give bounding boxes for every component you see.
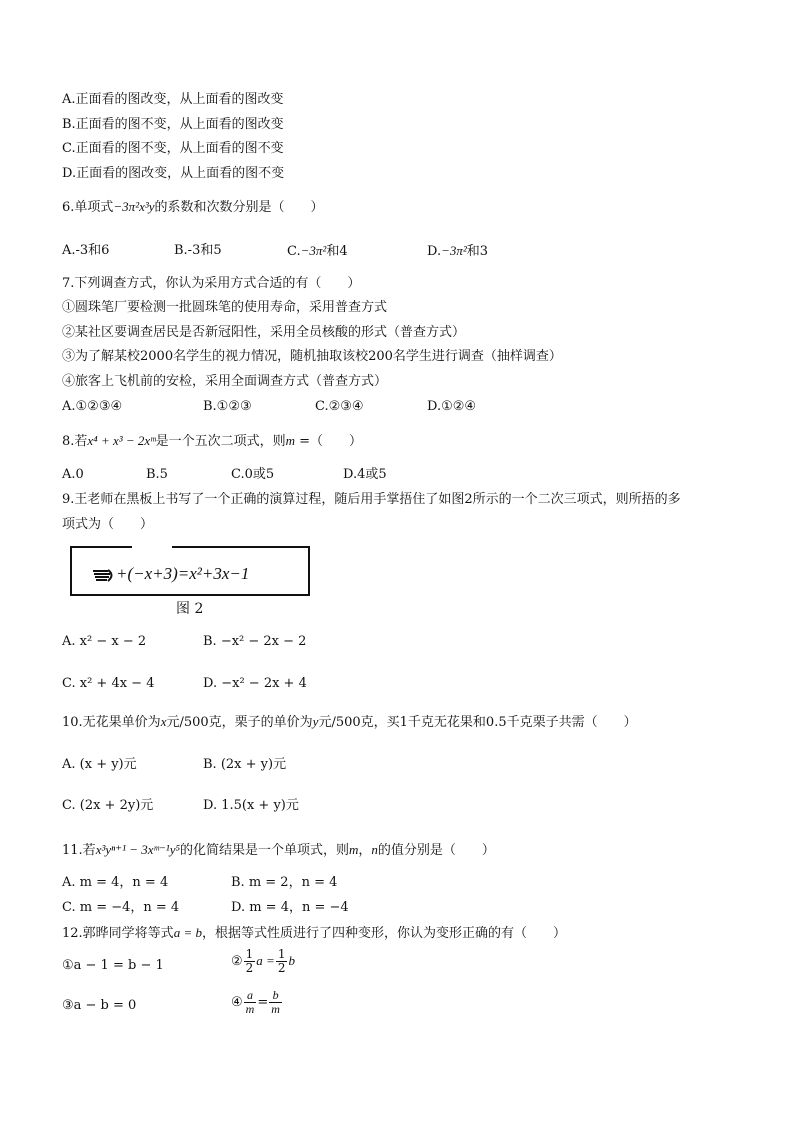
q8-option-b: B.5	[146, 467, 168, 482]
q12-expression: a = b	[173, 925, 202, 940]
q12-transform-2	[231, 948, 295, 975]
q6-stem-pre: 6.单项式	[62, 200, 114, 215]
q8-variable: m	[285, 433, 296, 448]
q12-transform-2-left: a =	[256, 953, 275, 968]
q6-option-d-text: 和3	[466, 244, 489, 259]
figure-2-caption: 图 2	[176, 601, 204, 617]
q9-option-b: B. −x² − 2x − 2	[203, 634, 307, 649]
q10-option-c: C. (2x + 2y)元	[62, 798, 154, 813]
q5-option-a: A.正面看的图改变，从上面看的图改变	[62, 92, 284, 107]
q9-stem-line2: 项式为（ ）	[62, 517, 154, 532]
q7-statement-4: ④旅客上飞机前的安检，采用全面调查方式（普查方式）	[62, 374, 388, 389]
q11-stem	[62, 842, 495, 859]
q9-option-a: A. x² − x − 2	[62, 634, 147, 649]
q9-option-c: C. x² + 4x − 4	[62, 676, 155, 691]
q6-option-d-label: D.	[427, 244, 442, 259]
q5-option-d: D.正面看的图改变，从上面看的图不变	[62, 166, 285, 181]
fraction-numerator: 1	[277, 947, 286, 961]
equals-sign: =	[257, 995, 269, 1010]
q7-option-b: B.①②③	[203, 399, 252, 414]
q7-option-a: A.①②③④	[62, 399, 123, 414]
q7-option-c: C.②③④	[315, 399, 364, 414]
q12-transform-1: ①a − 1 = b − 1	[62, 958, 164, 973]
q6-option-c-text: 和4	[326, 244, 348, 259]
q11-expression: x³yⁿ⁺¹ − 3xᵐ⁻¹y⁵	[95, 842, 180, 857]
q9-option-d: D. −x² − 2x + 4	[203, 676, 307, 691]
q6-stem	[62, 199, 324, 216]
q8-stem	[62, 433, 362, 450]
q11-var-m: m	[349, 842, 359, 857]
q10-stem-part-a: 10.无花果单价为	[62, 715, 161, 730]
fraction-denominator: 2	[277, 961, 286, 975]
q8-option-d: D.4或5	[343, 467, 387, 482]
figure-2-equation	[92, 564, 249, 584]
fraction-numerator: 1	[245, 947, 254, 961]
q12-transform-4-label: ④	[231, 995, 243, 1010]
q6-option-c-label: C.	[287, 244, 301, 259]
figure-2-frame-top-right	[172, 546, 308, 548]
q6-stem-post: 的系数和次数分别是（ ）	[154, 200, 324, 215]
q7-stem: 7.下列调查方式，你认为采用方式合适的有（ ）	[62, 276, 361, 291]
q8-expression: x⁴ + x³ − 2xᵐ	[87, 433, 156, 448]
fraction-a-over-m	[244, 989, 257, 1016]
fraction-denominator: m	[245, 1002, 255, 1016]
q6-option-d-expr: −3π²	[441, 243, 467, 258]
q11-stem-post: 的值分别是（ ）	[377, 843, 495, 858]
q8-stem-post: =（ ）	[295, 434, 363, 449]
fraction-denominator: m	[271, 1002, 280, 1016]
q12-transform-2-label: ②	[231, 954, 243, 969]
q6-option-c	[287, 243, 348, 260]
q11-comma: ，	[358, 843, 372, 858]
q7-statement-2: ②某社区要调查居民是否新冠阳性，采用全员核酸的形式（普查方式）	[62, 325, 466, 340]
q8-stem-pre: 8.若	[62, 434, 88, 449]
fraction-b-over-m	[269, 989, 282, 1016]
q8-stem-mid: 是一个五次二项式，则	[155, 434, 286, 449]
q11-option-b: B. m = 2，n = 4	[231, 875, 338, 890]
q10-option-d: D. 1.5(x + y)元	[203, 798, 299, 813]
q7-statement-3: ③为了解某校2000名学生的视力情况，随机抽取该校200名学生进行调查（抽样调查）	[62, 349, 562, 364]
q6-expression: −3π²x³y	[113, 199, 155, 214]
fraction-half-left	[244, 948, 256, 975]
q10-var-y: y	[312, 714, 319, 729]
figure-2-frame-top-left	[70, 546, 132, 548]
fraction-numerator: a	[244, 989, 257, 1003]
q12-transform-2-right: b	[288, 953, 295, 968]
q12-stem-pre: 12.郭晔同学将等式	[62, 926, 174, 941]
q7-statement-1: ①圆珠笔厂要检测一批圆珠笔的使用寿命，采用普查方式	[62, 300, 388, 315]
q10-option-a: A. (x + y)元	[62, 757, 137, 772]
q7-option-d: D.①②④	[427, 399, 477, 414]
q5-option-c: C.正面看的图不变，从上面看的图不变	[62, 141, 284, 156]
q10-stem-part-c: 元/500克，买1千克无花果和0.5千克栗子共需（ ）	[318, 715, 637, 730]
q11-option-d: D. m = 4，n = −4	[231, 900, 349, 915]
hand-icon	[92, 568, 116, 582]
fraction-denominator: 2	[245, 961, 254, 975]
q10-option-b: B. (2x + y)元	[203, 757, 287, 772]
q9-stem-line1: 9.王老师在黑板上书写了一个正确的演算过程，随后用手掌捂住了如图2所示的一个二次三项式，则所捂的多	[62, 492, 681, 507]
q10-stem-part-b: 元/500克，栗子的单价为	[166, 715, 313, 730]
q6-option-d	[427, 243, 488, 260]
q11-option-c: C. m = −4，n = 4	[62, 900, 180, 915]
q12-stem	[62, 925, 566, 942]
q12-transform-3: ③a − b = 0	[62, 998, 137, 1013]
fraction-numerator: b	[269, 989, 282, 1003]
q6-option-c-expr: −3π²	[300, 243, 327, 258]
q10-stem	[62, 714, 637, 731]
q11-var-n: n	[371, 842, 378, 857]
figure-2-expression: +(−x+3)=x²+3x−1	[116, 564, 250, 583]
q11-stem-mid: 的化简结果是一个单项式，则	[180, 843, 350, 858]
q6-option-b: B.-3和5	[174, 243, 222, 258]
fraction-half-right	[276, 948, 288, 975]
q12-stem-post: ，根据等式性质进行了四种变形，你认为变形正确的有（ ）	[201, 926, 566, 941]
q8-option-a: A.0	[62, 467, 84, 482]
q11-stem-pre: 11.若	[62, 843, 96, 858]
q5-option-b: B.正面看的图不变，从上面看的图改变	[62, 117, 284, 132]
q10-var-x: x	[160, 714, 167, 729]
q12-transform-4	[231, 989, 283, 1016]
q11-option-a: A. m = 4，n = 4	[62, 875, 169, 890]
q6-option-a: A.-3和6	[62, 243, 110, 258]
q8-option-c: C.0或5	[231, 467, 275, 482]
